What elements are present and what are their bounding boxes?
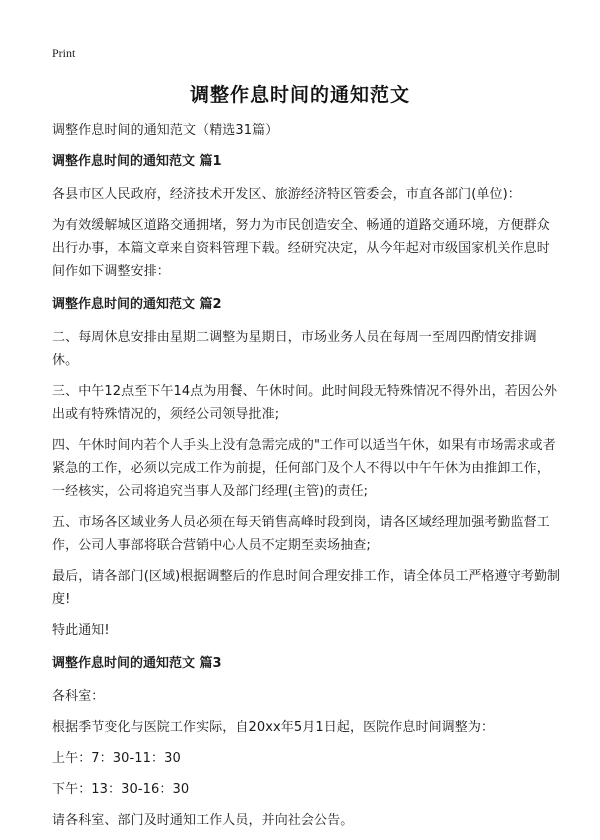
section-heading-1: 调整作息时间的通知范文 篇1 xyxy=(52,154,222,169)
section-1-paragraph: 各县市区人民政府，经济技术开发区、旅游经济特区管委会，市直各部门(单位)： xyxy=(52,187,521,202)
section-3-paragraph: 根据季节变化与医院工作实际，自20xx年5月1日起，医院作息时间调整为： xyxy=(52,720,495,735)
section-3-paragraph: 请各科室、部门及时通知工作人员，并向社会公告。 xyxy=(52,813,354,828)
print-label[interactable]: Print xyxy=(52,46,76,60)
section-2-paragraph: 三、中午12点至下午14点为用餐、午休时间。此时间段无特殊情况不得外出，若因公外出或有特殊情况的，须经公司领导批准; xyxy=(52,384,558,422)
page-title: 调整作息时间的通知范文 xyxy=(189,84,410,106)
section-1-paragraph: 为有效缓解城区道路交通拥堵，努力为市民创造安全、畅通的道路交通环境，方便群众出行办事，本篇文章来自资料管理下载。经研究决定，从今年起对市级国家机关作息时间作如下调整安排： xyxy=(52,218,550,279)
section-2-paragraph: 五、市场各区域业务人员必须在每天销售高峰时段到岗，请各区域经理加强考勤监督工作，公司人事部将联合营销中心人员不定期至卖场抽查; xyxy=(52,515,550,553)
section-3-paragraph: 各科室： xyxy=(52,689,105,704)
section-heading-2: 调整作息时间的通知范文 篇2 xyxy=(52,297,222,312)
section-2-paragraph: 特此通知! xyxy=(52,623,110,638)
document-body xyxy=(52,119,562,840)
section-3-paragraph: 下午：13：30-16：30 xyxy=(52,782,190,797)
section-2-paragraph: 四、午休时间内若个人手头上没有急需完成的"工作可以适当午休，如果有市场需求或者紧急的工作，必须以完成工作为前提，任何部门及个人不得以中午午休为由推卸工作，一经核实，公司将追究当事人及部门经理(主管)的责任; xyxy=(52,438,556,499)
document-subtitle: 调整作息时间的通知范文（精选31篇） xyxy=(52,123,279,138)
section-2-paragraph: 最后，请各部门(区域)根据调整后的作息时间合理安排工作，请全体员工严格遵守考勤制度! xyxy=(52,569,561,607)
section-3-paragraph: 上午：7：30-11：30 xyxy=(52,751,181,766)
section-2-paragraph: 二、每周休息安排由星期二调整为星期日，市场业务人员在每周一至周四酌情安排调休。 xyxy=(52,330,537,368)
section-heading-3: 调整作息时间的通知范文 篇3 xyxy=(52,656,222,671)
